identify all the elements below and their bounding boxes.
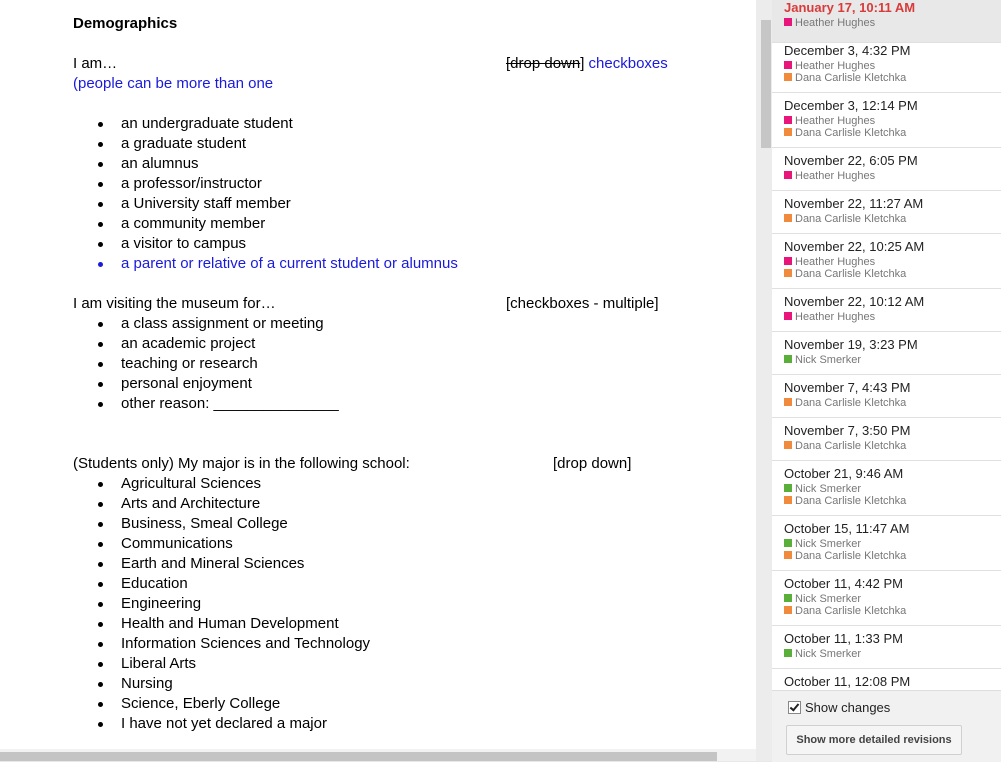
revision-author — [784, 648, 861, 660]
bullet-icon — [98, 242, 103, 247]
show-changes-label: Show changes — [805, 700, 891, 715]
revision-date: November 22, 10:25 AM — [784, 239, 925, 254]
revision-item[interactable] — [772, 289, 1001, 332]
bullet-icon — [98, 262, 103, 267]
revision-date: November 19, 3:23 PM — [784, 337, 918, 352]
checkbox-checked-icon[interactable] — [788, 701, 801, 714]
revision-date: December 3, 12:14 PM — [784, 98, 918, 113]
bullet-icon — [98, 702, 103, 707]
revision-author — [784, 256, 875, 268]
revision-item[interactable] — [772, 191, 1001, 234]
revision-date: October 11, 1:33 PM — [784, 631, 903, 646]
revision-item[interactable] — [772, 669, 1001, 690]
bullet-icon — [98, 642, 103, 647]
bullet-icon — [98, 342, 103, 347]
q3-option: Education — [121, 575, 188, 592]
bullet-icon — [98, 622, 103, 627]
revision-author-name: Heather Hughes — [795, 17, 876, 29]
revision-author — [784, 440, 906, 452]
revision-item[interactable] — [772, 38, 1001, 93]
q1-option: a graduate student — [121, 135, 247, 152]
bullet-icon — [98, 222, 103, 227]
q3-option: Health and Human Development — [121, 615, 339, 632]
q3-option: Business, Smeal College — [121, 515, 288, 532]
author-color-swatch-icon — [784, 355, 792, 363]
author-color-swatch-icon — [784, 398, 792, 406]
revision-item[interactable] — [772, 0, 1001, 43]
bullet-icon — [98, 502, 103, 507]
q1-hint-added: checkboxes — [584, 55, 668, 72]
bullet-icon — [98, 182, 103, 187]
revision-author — [784, 593, 861, 605]
q3-option: Agricultural Sciences — [121, 475, 262, 492]
revision-author — [784, 127, 906, 139]
bullet-icon — [98, 582, 103, 587]
q3-option: Communications — [121, 535, 233, 552]
bullet-icon — [98, 562, 103, 567]
q2-option: teaching or research — [121, 355, 258, 372]
revision-date: October 15, 11:47 AM — [784, 521, 910, 536]
q1-option: a community member — [121, 215, 266, 232]
q3-option: Earth and Mineral Sciences — [121, 555, 305, 572]
q1-option: an alumnus — [121, 155, 199, 172]
revision-author-name: Dana Carlisle Kletchka — [795, 495, 907, 507]
bullet-icon — [98, 142, 103, 147]
heading-demographics: Demographics — [73, 15, 178, 32]
revision-author — [784, 311, 875, 323]
q2-option: other reason: _______________ — [121, 395, 339, 412]
bullet-icon — [98, 522, 103, 527]
revision-author-name: Nick Smerker — [795, 538, 862, 550]
author-color-swatch-icon — [784, 269, 792, 277]
author-color-swatch-icon — [784, 312, 792, 320]
revision-item[interactable] — [772, 516, 1001, 571]
revision-item[interactable] — [772, 93, 1001, 148]
revision-history-panel — [772, 0, 1001, 690]
revision-author-name: Nick Smerker — [795, 648, 862, 660]
revision-date: November 22, 11:27 AM — [784, 196, 924, 211]
q3-option: Engineering — [121, 595, 202, 612]
revision-author — [784, 268, 906, 280]
revision-author-name: Heather Hughes — [795, 256, 876, 268]
bullet-icon — [98, 602, 103, 607]
revision-author — [784, 115, 875, 127]
author-color-swatch-icon — [784, 496, 792, 504]
q1-option: a visitor to campus — [121, 235, 247, 252]
q3-option: Liberal Arts — [121, 655, 197, 672]
document-vertical-scrollbar[interactable] — [756, 0, 772, 761]
revision-author — [784, 483, 861, 495]
revision-date: October 11, 12:08 PM — [784, 674, 911, 689]
q1-option: a parent or relative of a current student or alumnus — [121, 255, 458, 272]
revision-author-name: Dana Carlisle Kletchka — [795, 440, 907, 452]
revision-author — [784, 60, 875, 72]
revision-author — [784, 495, 906, 507]
bullet-icon — [98, 402, 103, 407]
revision-item[interactable] — [772, 148, 1001, 191]
revision-date: November 7, 4:43 PM — [784, 380, 911, 395]
author-color-swatch-icon — [784, 171, 792, 179]
q1-note: (people can be more than one — [73, 75, 274, 92]
revision-author — [784, 72, 906, 84]
q1-option: a professor/instructor — [121, 175, 262, 192]
revision-author-name: Dana Carlisle Kletchka — [795, 127, 907, 139]
revision-author-name: Dana Carlisle Kletchka — [795, 72, 907, 84]
revision-author-name: Heather Hughes — [795, 115, 876, 127]
q3-option: Information Sciences and Technology — [121, 635, 371, 652]
revision-author-name: Dana Carlisle Kletchka — [795, 397, 907, 409]
q1-hint — [506, 55, 668, 73]
revision-item[interactable] — [772, 332, 1001, 375]
bullet-icon — [98, 322, 103, 327]
revision-item[interactable] — [772, 626, 1001, 669]
revision-author — [784, 538, 861, 550]
revision-date: October 11, 4:42 PM — [784, 576, 903, 591]
q2-hint: [checkboxes - multiple] — [506, 295, 659, 312]
revision-author — [784, 17, 875, 29]
q3-option: Science, Eberly College — [121, 695, 281, 712]
author-color-swatch-icon — [784, 116, 792, 124]
q1-option: an undergraduate student — [121, 115, 293, 132]
bullet-icon — [98, 382, 103, 387]
show-changes-checkbox[interactable] — [788, 700, 890, 715]
bullet-icon — [98, 362, 103, 367]
author-color-swatch-icon — [784, 551, 792, 559]
author-color-swatch-icon — [784, 484, 792, 492]
revision-author-name: Dana Carlisle Kletchka — [795, 605, 907, 617]
revision-author-name: Heather Hughes — [795, 60, 876, 72]
bullet-icon — [98, 162, 103, 167]
revision-author — [784, 213, 906, 225]
author-color-swatch-icon — [784, 441, 792, 449]
revision-date: November 22, 6:05 PM — [784, 153, 918, 168]
revision-author-name: Dana Carlisle Kletchka — [795, 268, 907, 280]
author-color-swatch-icon — [784, 73, 792, 81]
revision-item[interactable] — [772, 375, 1001, 418]
vertical-scroll-thumb[interactable] — [761, 20, 771, 148]
q2-option: a class assignment or meeting — [121, 315, 324, 332]
bullet-icon — [98, 202, 103, 207]
revision-author-name: Nick Smerker — [795, 354, 862, 366]
revision-author-name: Nick Smerker — [795, 483, 862, 495]
q1-hint-bracket: ] — [580, 55, 585, 72]
q1-hint-struck: [drop down — [506, 55, 581, 72]
bullet-icon — [98, 542, 103, 547]
q1-label: I am… — [73, 55, 118, 72]
author-color-swatch-icon — [784, 214, 792, 222]
revision-item[interactable] — [772, 418, 1001, 461]
bullet-icon — [98, 662, 103, 667]
document-horizontal-scrollbar[interactable] — [0, 749, 756, 761]
author-color-swatch-icon — [784, 257, 792, 265]
q3-label: (Students only) My major is in the following school: — [73, 455, 410, 472]
q2-label: I am visiting the museum for… — [73, 295, 276, 312]
author-color-swatch-icon — [784, 61, 792, 69]
revision-author-name: Dana Carlisle Kletchka — [795, 550, 907, 562]
revision-author-name: Heather Hughes — [795, 311, 876, 323]
author-color-swatch-icon — [784, 128, 792, 136]
revision-author-name: Nick Smerker — [795, 593, 862, 605]
author-color-swatch-icon — [784, 539, 792, 547]
revision-author — [784, 397, 906, 409]
revision-author — [784, 354, 861, 366]
revision-item[interactable] — [772, 571, 1001, 626]
revision-author-name: Heather Hughes — [795, 170, 876, 182]
bullet-icon — [98, 722, 103, 727]
author-color-swatch-icon — [784, 594, 792, 602]
q2-option: personal enjoyment — [121, 375, 252, 392]
bullet-icon — [98, 682, 103, 687]
author-color-swatch-icon — [784, 18, 792, 26]
bullet-icon — [98, 122, 103, 127]
q2-option: an academic project — [121, 335, 256, 352]
revision-date: December 3, 4:32 PM — [784, 43, 911, 58]
revision-date: November 22, 10:12 AM — [784, 294, 925, 309]
revision-item[interactable] — [772, 234, 1001, 289]
q3-option: Nursing — [121, 675, 173, 692]
q1-option: a University staff member — [121, 195, 291, 212]
show-more-detailed-revisions-button[interactable]: Show more detailed revisions — [786, 725, 962, 755]
q3-option: Arts and Architecture — [121, 495, 261, 512]
revision-author — [784, 550, 906, 562]
revision-date: October 21, 9:46 AM — [784, 466, 904, 481]
revision-item[interactable] — [772, 461, 1001, 516]
revision-author — [784, 605, 906, 617]
author-color-swatch-icon — [784, 606, 792, 614]
author-color-swatch-icon — [784, 649, 792, 657]
horizontal-scroll-thumb[interactable] — [0, 752, 717, 761]
revision-date: November 7, 3:50 PM — [784, 423, 911, 438]
revision-author — [784, 170, 875, 182]
bullet-icon — [98, 482, 103, 487]
q3-hint: [drop down] — [553, 455, 632, 472]
revision-author-name: Dana Carlisle Kletchka — [795, 213, 907, 225]
revision-date: January 17, 10:11 AM — [784, 0, 916, 15]
q3-option: I have not yet declared a major — [121, 715, 327, 732]
revision-footer — [772, 690, 1001, 762]
